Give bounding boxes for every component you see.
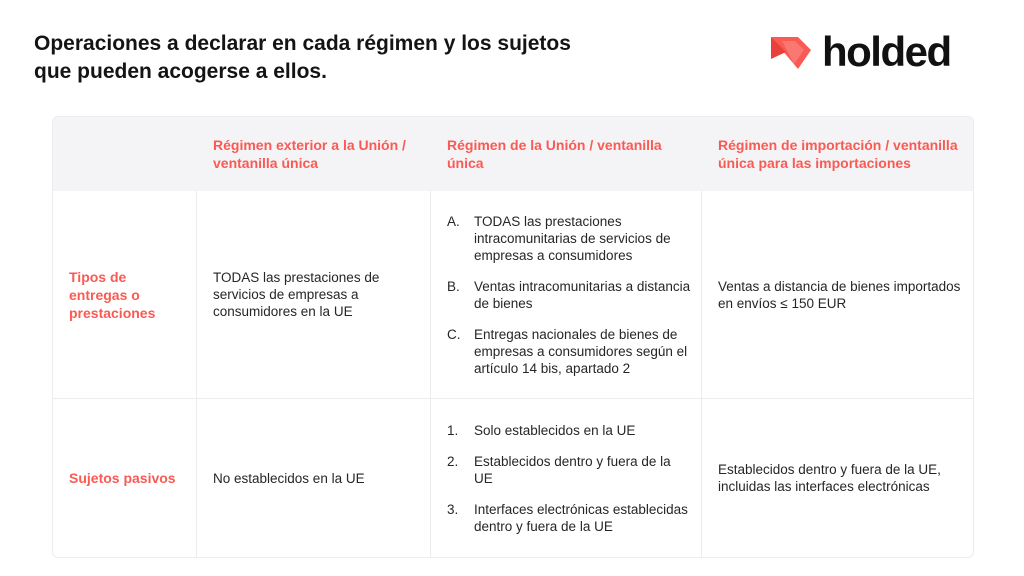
list-item-text: Ventas intracomunitarias a distancia de bienes [474, 278, 691, 311]
table-header-corner [53, 117, 197, 191]
list-item-marker: 2. [447, 453, 459, 469]
list-item-text: Interfaces electrónicas establecidas dentro y fuera de la UE [474, 501, 688, 534]
list-item-marker: B. [447, 278, 460, 294]
list-item-text: TODAS las prestaciones intracomunitarias de servicios de empresas a consumidores [474, 213, 671, 263]
list-item-text: Establecidos dentro y fuera de la UE [474, 453, 671, 486]
table-header-exterior-label: Régimen exterior a la Unión / ventanilla única [213, 137, 406, 171]
page-title-line-1: Operaciones a declarar en cada régimen y los sujetos [34, 32, 571, 55]
cell-tipos-exterior-text: TODAS las prestaciones de servicios de empresas a consumidores en la UE [213, 270, 380, 319]
page-title [34, 30, 714, 86]
row-label-tipos-text: Tipos de entregas o prestaciones [69, 268, 156, 321]
row-label-sujetos [53, 399, 197, 557]
cell-tipos-exterior [197, 191, 431, 399]
table-header-importacion-label: Régimen de importación / ventanilla única para las importaciones [718, 137, 958, 171]
cell-sujetos-exterior-text: No establecidos en la UE [213, 470, 365, 486]
row-label-sujetos-text: Sujetos pasivos [69, 470, 176, 486]
list-item [447, 278, 691, 312]
list-item-text: Solo establecidos en la UE [474, 422, 636, 438]
list-item-marker: 3. [447, 501, 459, 517]
page-title-line-2: que pueden acogerse a ellos. [34, 60, 327, 83]
cell-tipos-importacion-text: Ventas a distancia de bienes importados en envíos ≤ 150 EUR [718, 278, 961, 311]
sujetos-union-list [447, 422, 691, 535]
cell-sujetos-union [431, 399, 702, 557]
cell-sujetos-importacion [702, 399, 973, 557]
cell-sujetos-importacion-text: Establecidos dentro y fuera de la UE, incluidas las interfaces electrónicas [718, 462, 941, 494]
cell-tipos-union [431, 191, 702, 399]
list-item-marker: C. [447, 326, 461, 342]
table-header-union-label: Régimen de la Unión / ventanilla única [447, 137, 662, 171]
comparison-table [52, 116, 974, 558]
table-header-union [431, 117, 702, 191]
list-item [447, 213, 691, 264]
table-header-exterior [197, 117, 431, 191]
list-item [447, 326, 691, 377]
list-item-text: Entregas nacionales de bienes de empresas a consumidores según el artículo 14 bis, apartado 2 [474, 326, 688, 376]
list-item-marker: A. [447, 213, 460, 229]
row-label-tipos [53, 191, 197, 399]
holded-logo-text: holded [822, 28, 951, 75]
list-item [447, 453, 691, 487]
list-item [447, 501, 691, 535]
cell-sujetos-exterior [197, 399, 431, 557]
list-item [447, 422, 691, 439]
table-header-importacion [702, 117, 973, 191]
list-item-marker: 1. [447, 422, 459, 438]
cell-tipos-importacion [702, 191, 973, 399]
tipos-union-list [447, 213, 691, 377]
holded-logo-icon [768, 33, 814, 71]
holded-logo [768, 30, 951, 74]
